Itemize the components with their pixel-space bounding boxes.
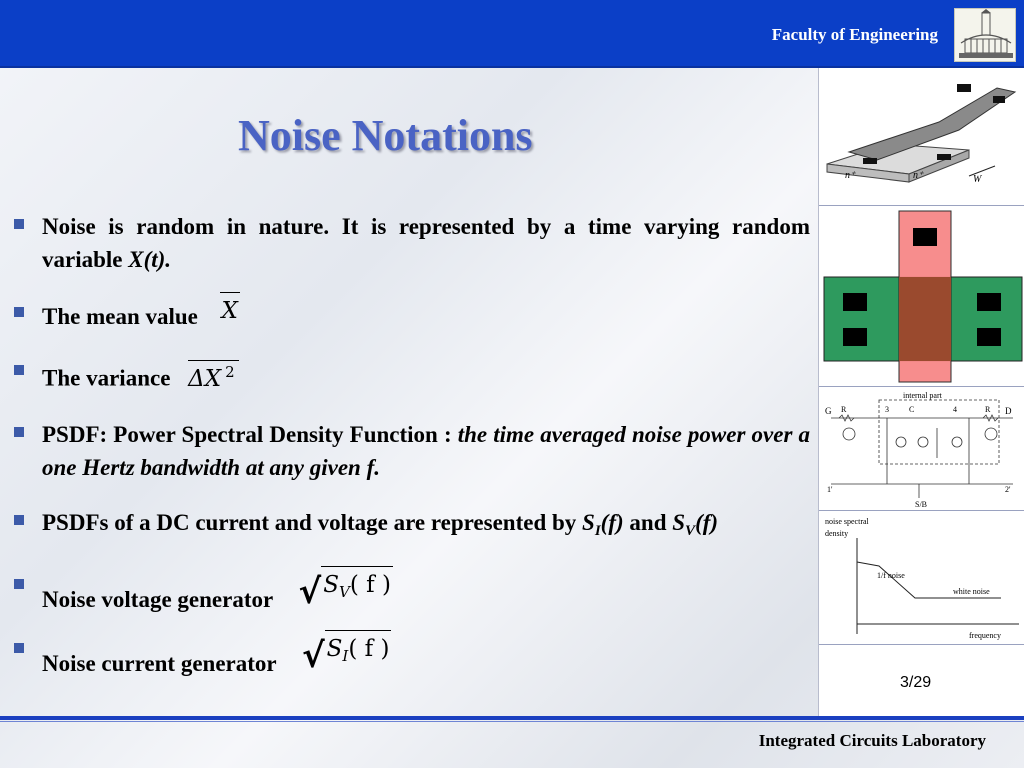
noise-spectrum-figure [819,512,1024,644]
svg-text:D: D [1005,406,1012,416]
current-generator-formula: √ $S_I$( f ) [302,630,391,673]
layout-figure [819,208,1024,388]
svg-text:white noise: white noise [953,587,990,596]
svg-text:R: R [985,405,991,414]
svg-text:density: density [825,529,849,538]
bullet-text: The mean value [42,304,198,329]
figure-panel [818,68,1024,718]
bullet-text: PSDF: Power Spectral Density Function : [42,421,452,447]
svg-text:R: R [841,405,847,414]
svg-text:2': 2' [1005,485,1011,494]
svg-text:S/B: S/B [915,500,928,509]
bullet-text: Noise voltage generator [42,586,273,612]
bullet-item [14,298,810,334]
bullet-text: Noise is random in nature. It is represented by a time varying random variable [42,214,810,272]
svg-text:frequency: frequency [969,631,1001,640]
mean-symbol: X [220,292,240,328]
svg-text:noise spectral: noise spectral [825,517,869,526]
transistor-sketch-figure [819,68,1024,204]
bullet-text: Noise current generator [42,650,277,676]
faculty-label: Faculty of Engineering [771,25,938,44]
square-bullet-icon [14,579,24,589]
svg-text:internal part: internal part [903,391,942,400]
square-bullet-icon [14,307,24,317]
bullet-text: PSDFs of a DC current and voltage are represented by [42,509,577,535]
width-label: W [973,174,982,185]
header-bar [0,0,1024,68]
bullet-item [14,418,810,484]
noise-circuit-figure [819,388,1024,510]
lab-label: Integrated Circuits Laboratory [758,731,986,750]
square-bullet-icon [14,427,24,437]
square-bullet-icon [14,515,24,525]
bullet-text: The variance [42,365,171,391]
square-bullet-icon [14,643,24,653]
voltage-generator-formula: √ $S_V$( f ) [299,566,393,609]
bullet-item: PSDFs of a DC current and voltage are represented by $S_I(f)$ and $S_V(f)$ [14,506,810,548]
svg-text:1': 1' [827,485,833,494]
variable-text: X(t). [128,247,172,272]
svg-text:C: C [909,405,915,414]
bullet-item [14,634,810,680]
bullet-item [14,570,810,616]
square-bullet-icon [14,365,24,375]
square-bullet-icon [14,219,24,229]
footer-divider [0,716,1024,720]
psdf-definition: the time averaged noise power over a one Hertz bandwidth at any given f. [42,421,811,480]
page-number: 3/29 [900,674,932,691]
variance-exponent: 2 [225,363,235,381]
slide-title: Noise Notations [238,111,533,160]
svg-text:G: G [825,406,832,416]
n-plus-label: n⁺ [845,170,856,181]
svg-text:4: 4 [953,405,957,414]
bullet-item [14,356,810,396]
svg-text:3: 3 [885,405,889,414]
variance-symbol: ΔX [188,360,239,396]
bullet-list [14,210,810,680]
n-plus-label: n⁺ [913,170,924,181]
svg-text:1/f noise: 1/f noise [877,571,905,580]
university-logo-icon [954,8,1016,62]
bullet-item [14,210,810,276]
